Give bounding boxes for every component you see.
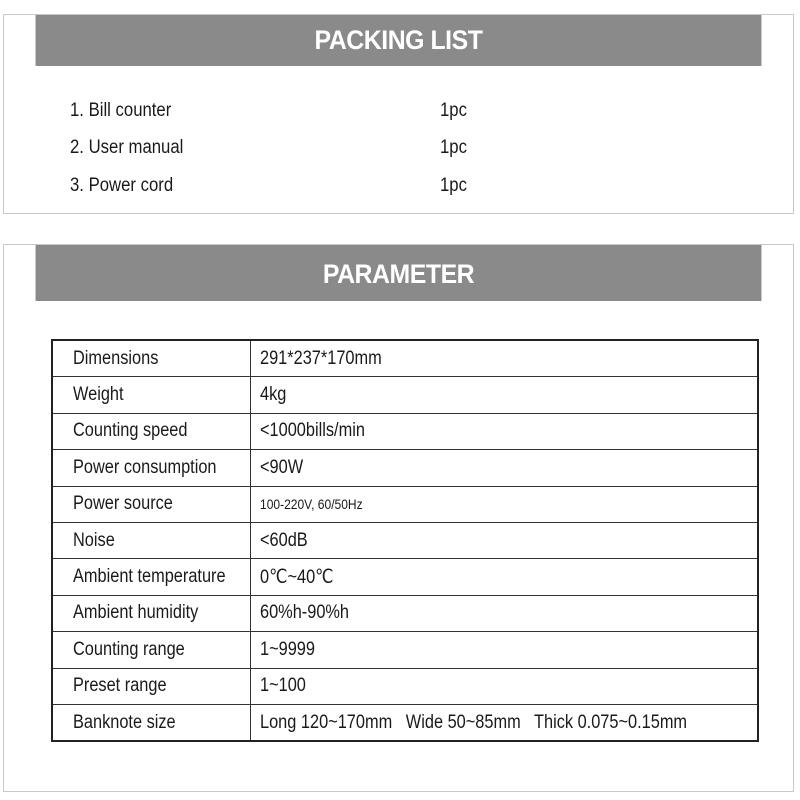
param-value: 1~9999: [260, 638, 316, 660]
param-value: 4kg: [260, 384, 287, 406]
param-value: 100-220V, 60/50Hz: [260, 496, 364, 513]
packing-item-name: 2. User manual: [70, 137, 184, 158]
table-row: [52, 340, 758, 377]
table-row: [52, 413, 758, 449]
param-label: Ambient humidity: [73, 602, 199, 624]
packing-item: [4, 100, 793, 130]
param-label: Counting range: [73, 638, 185, 660]
packing-item-qty: 1pc: [440, 137, 467, 158]
param-label: Counting speed: [73, 420, 188, 442]
packing-item-name: 3. Power cord: [70, 175, 174, 196]
packing-item-qty: 1pc: [440, 100, 467, 121]
packing-item: [4, 137, 793, 167]
table-row: [52, 559, 758, 595]
packing-item: [4, 175, 793, 205]
table-row: [52, 668, 758, 704]
param-label: Weight: [73, 384, 124, 406]
param-label: Noise: [73, 529, 115, 551]
parameter-panel: [3, 244, 794, 792]
param-value: <90W: [260, 456, 304, 478]
table-row: [52, 632, 758, 668]
packing-list-panel: [3, 14, 794, 214]
table-row: [52, 595, 758, 631]
param-value: <1000bills/min: [260, 420, 366, 442]
param-value: 60%h-90%h: [260, 602, 350, 624]
table-row: [52, 522, 758, 558]
parameter-table: [51, 339, 759, 742]
param-label: Dimensions: [73, 347, 159, 369]
param-value: 0℃~40℃: [260, 566, 334, 588]
packing-list-title: PACKING LIST: [36, 15, 762, 66]
param-label: Ambient temperature: [73, 566, 226, 588]
param-value: Long 120~170mm Wide 50~85mm Thick 0.075~0.15mm: [260, 711, 688, 733]
param-label: Preset range: [73, 675, 167, 697]
param-label: Banknote size: [73, 711, 176, 733]
param-value: 291*237*170mm: [260, 347, 383, 369]
table-row: [52, 450, 758, 486]
table-row: [52, 377, 758, 413]
param-value: 1~100: [260, 675, 307, 697]
packing-item-qty: 1pc: [440, 175, 467, 196]
param-label: Power consumption: [73, 456, 217, 478]
packing-item-name: 1. Bill counter: [70, 100, 172, 121]
parameter-title: PARAMETER: [36, 245, 762, 301]
table-row: [52, 704, 758, 741]
param-value: <60dB: [260, 529, 309, 551]
param-label: Power source: [73, 493, 173, 515]
table-row: [52, 486, 758, 522]
